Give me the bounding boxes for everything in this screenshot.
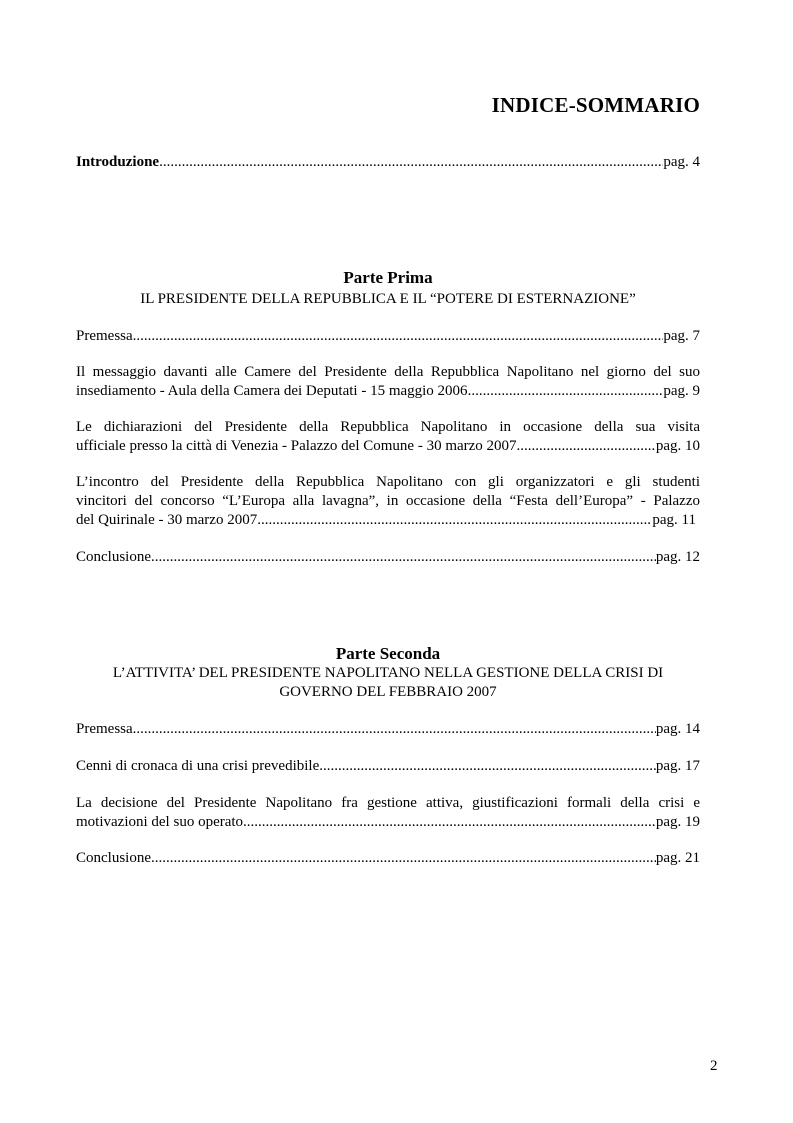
toc-entry-messaggio-camere[interactable] <box>76 363 700 401</box>
toc-entry-line: vincitori del concorso “L’Europa alla lavagna”, in occasione della “Festa dell’Europa” - Palazzo <box>76 493 700 509</box>
toc-entry-conclusione-1[interactable] <box>76 548 700 567</box>
toc-page-ref: pag. 11 <box>652 512 696 528</box>
toc-entry-line: L’incontro del Presidente della Repubblica Napolitano con gli organizzatori e gli studenti <box>76 474 700 490</box>
toc-entry-label: insediamento - Aula della Camera dei Deputati - 15 maggio 2006 <box>76 383 468 399</box>
toc-entry-dichiarazioni-venezia[interactable] <box>76 418 700 456</box>
toc-page-ref: pag. 7 <box>663 328 700 344</box>
toc-entry-line: Le dichiarazioni del Presidente della Repubblica Napolitano in occasione della sua visita <box>76 419 700 435</box>
index-title: INDICE-SOMMARIO <box>491 93 700 117</box>
toc-page-ref: pag. 12 <box>655 549 700 565</box>
toc-entry-premessa-1[interactable] <box>76 327 700 346</box>
document-page <box>76 0 700 1123</box>
toc-page-ref: pag. 4 <box>663 154 700 170</box>
leader-dots <box>243 813 656 832</box>
toc-page-ref: pag. 17 <box>655 758 700 774</box>
toc-page-ref: pag. 21 <box>655 850 700 866</box>
toc-entry-line: Il messaggio davanti alle Camere del Presidente della Repubblica Napolitano nel giorno del suo <box>76 364 700 380</box>
toc-entry-label: Premessa <box>76 328 133 344</box>
leader-dots <box>151 548 656 567</box>
part-one-title: Parte Prima <box>343 268 433 287</box>
toc-entry-introduzione[interactable] <box>76 153 700 172</box>
leader-dots <box>257 511 652 530</box>
part-two-subtitle-line: L’ATTIVITA’ DEL PRESIDENTE NAPOLITANO NELLA GESTIONE DELLA CRISI DI <box>112 665 664 681</box>
toc-entry-label: Conclusione <box>76 850 151 866</box>
toc-entry-label: Conclusione <box>76 549 151 565</box>
toc-entry-line: La decisione del Presidente Napolitano fra gestione attiva, giustificazioni formali della crisi e <box>76 795 700 811</box>
part-two-subtitle-line: GOVERNO DEL FEBBRAIO 2007 <box>279 684 497 700</box>
toc-entry-label: Cenni di cronaca di una crisi prevedibile <box>76 758 320 774</box>
toc-entry-decisione-presidente[interactable] <box>76 794 700 832</box>
leader-dots <box>133 327 664 346</box>
part-two-title: Parte Seconda <box>335 644 441 663</box>
toc-entry-cenni-cronaca[interactable] <box>76 757 700 776</box>
toc-entry-label: del Quirinale - 30 marzo 2007 <box>76 512 258 528</box>
leader-dots <box>517 437 656 456</box>
toc-entry-europa-lavagna[interactable] <box>76 473 700 530</box>
page-number: 2 <box>710 1058 718 1074</box>
leader-dots <box>159 153 663 172</box>
toc-entry-premessa-2[interactable] <box>76 720 700 739</box>
toc-entry-label: Introduzione <box>76 154 160 170</box>
leader-dots <box>468 382 664 401</box>
toc-entry-label: ufficiale presso la città di Venezia - Palazzo del Comune - 30 marzo 2007 <box>76 438 517 454</box>
toc-page-ref: pag. 9 <box>663 383 700 399</box>
toc-entry-conclusione-2[interactable] <box>76 849 700 868</box>
toc-entry-label: motivazioni del suo operato <box>76 814 244 830</box>
leader-dots <box>151 849 656 868</box>
toc-page-ref: pag. 19 <box>655 814 700 830</box>
toc-page-ref: pag. 14 <box>655 721 700 737</box>
toc-entry-label: Premessa <box>76 721 133 737</box>
leader-dots <box>319 757 656 776</box>
leader-dots <box>133 720 656 739</box>
toc-page-ref: pag. 10 <box>655 438 700 454</box>
part-one-subtitle: IL PRESIDENTE DELLA REPUBBLICA E IL “POTERE DI ESTERNAZIONE” <box>140 291 636 307</box>
